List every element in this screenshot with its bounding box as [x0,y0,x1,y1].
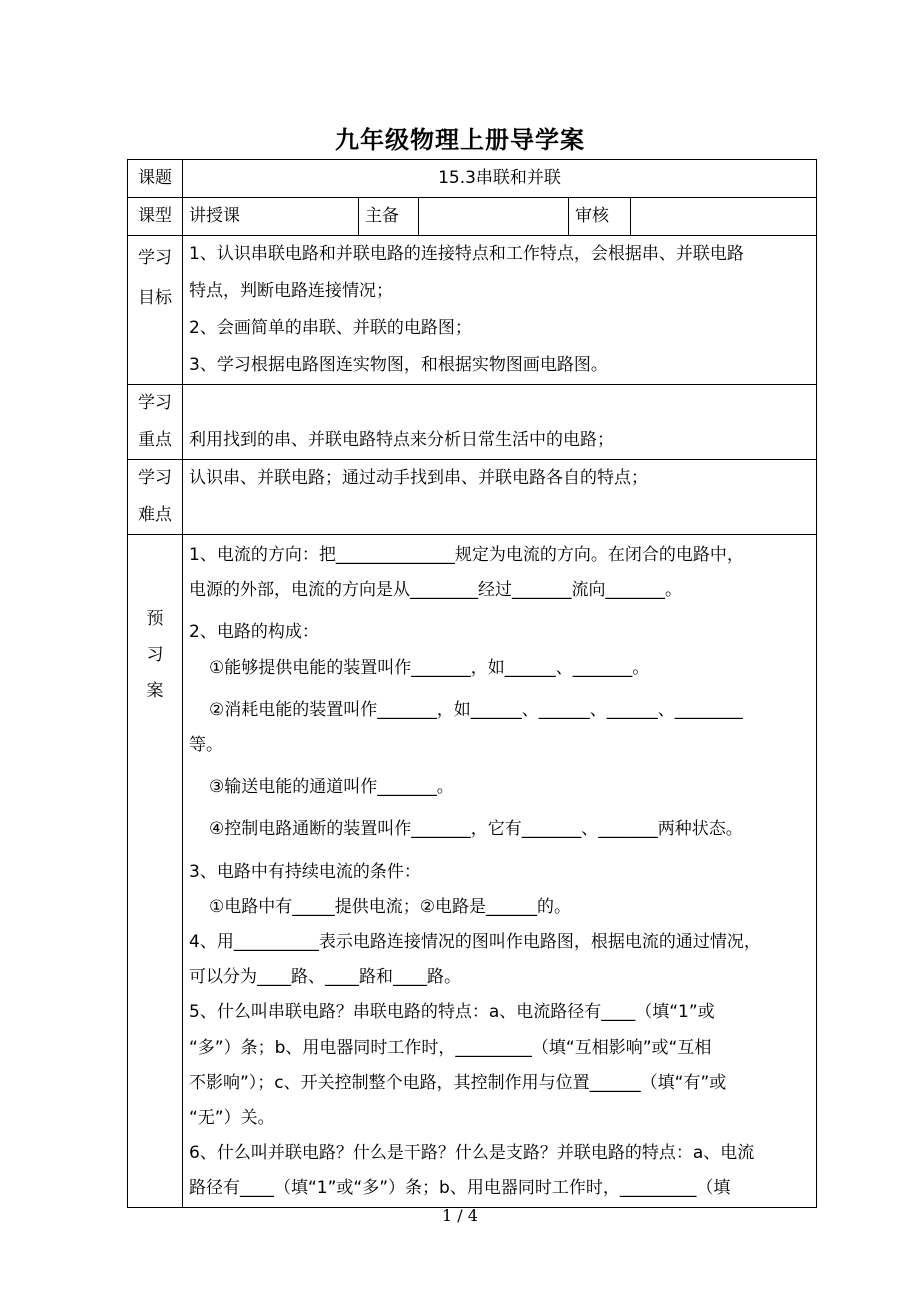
preview-line: “多”）条；b、用电器同时工作时，_________（填“互相影响”或“互相 [189,1037,712,1058]
preview-line: 3、电路中有持续电流的条件： [189,861,421,882]
label-shenhe: 审核 [569,198,631,236]
preview-line: 可以分为____路、____路和____路。 [189,967,461,988]
preview-line: ④控制电路通断的装置叫作_______，它有_______、_______两种状态。 [209,819,743,840]
preview-line: “无”）关。 [189,1108,275,1129]
preview-line: 路径有____（填“1”或“多”）条；b、用电器同时工作时，_________（填 [189,1178,731,1199]
label-zhongdian: 学习 重点 [128,385,183,460]
preview-line: 电源的外部，电流的方向是从________经过_______流向_______。 [189,580,682,601]
row-zhongdian [128,385,817,460]
preview-line: ②消耗电能的装置叫作_______，如______、______、______、________ [209,699,743,720]
label-mubiao: 学习 目标 [128,236,183,385]
row-kexing [128,198,817,236]
value-shenhe [631,198,817,236]
preview-line: 2、电路的构成： [189,622,319,643]
row-keti [128,160,817,198]
row-mubiao [128,236,817,385]
preview-line: ①电路中有_____提供电流；②电路是______的。 [209,896,571,917]
row-yuxi [128,535,817,1208]
goal-line: 3、学习根据电路图连实物图，和根据实物图画电路图。 [189,355,608,375]
preview-line: ③输送电能的通道叫作_______。 [209,777,454,798]
preview-line: 5、什么叫串联电路？串联电路的特点：a、电流路径有____（填“1”或 [189,1002,715,1023]
goal-line: 2、会画简单的串联、并联的电路图； [189,318,472,338]
preview-line: 6、什么叫并联电路？什么是干路？什么是支路？并联电路的特点：a、电流 [189,1143,755,1164]
goal-line: 1、认识串联电路和并联电路的连接特点和工作特点，会根据串、并联电路 [189,244,744,264]
label-nandian: 学习 难点 [128,460,183,535]
value-keti: 15.3串联和并联 [183,160,817,198]
label-keti: 课题 [128,160,183,198]
preview-line: 1、电流的方向：把______________规定为电流的方向。在闭合的电路中， [189,545,744,565]
preview-line: 等。 [189,735,223,756]
content-zhongdian: 利用找到的串、并联电路特点来分析日常生活中的电路； [183,385,817,460]
value-zhubei [419,198,569,236]
preview-line: 不影响”）；c、开关控制整个电路，其控制作用与位置______（填“有”或 [189,1072,727,1093]
content-nandian: 认识串、并联电路；通过动手找到串、并联电路各自的特点； [183,460,817,535]
goal-line: 特点，判断电路连接情况； [189,281,393,301]
page-title: 九年级物理上册导学案 [335,126,585,154]
content-mubiao [183,236,817,385]
content-yuxi [183,535,817,1208]
preview-line: ①能够提供电能的装置叫作_______，如______、_______。 [209,657,650,678]
preview-line: 4、用__________表示电路连接情况的图叫作电路图，根据电流的通过情况， [189,932,761,953]
label-kexing: 课型 [128,198,183,236]
label-yuxi: 预 习 案 [128,535,183,1208]
label-zhubei: 主备 [359,198,419,236]
page-number: 1 / 4 [442,1206,478,1225]
value-kexing: 讲授课 [183,198,359,236]
row-nandian [128,460,817,535]
study-plan-table [127,159,817,1208]
